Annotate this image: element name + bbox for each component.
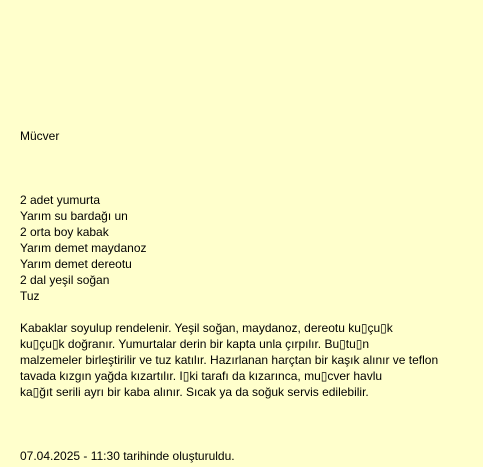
recipe-title: Mücver [20,129,60,143]
ingredient-item: Tuz [20,289,40,303]
ingredient-item: 2 orta boy kabak [20,225,109,239]
instructions-line: malzemeler birleştirilir ve tuz katılır. Hazırlanan harçtan bir kaşık alınır ve teflon [20,353,439,367]
instructions-line: ku▯çu▯k doğranır. Yumurtalar derin bir kapta unla çırpılır. Bu▯tu▯n [20,337,370,351]
instructions-line: ka▯ğıt serili ayrı bir kaba alınır. Sıcak ya da soğuk servis edilebilir. [20,385,369,399]
ingredient-item: Yarım demet maydanoz [20,241,147,255]
created-timestamp: 07.04.2025 - 11:30 tarihinde oluşturuldu. [20,449,235,463]
ingredients-list [20,192,147,304]
ingredient-item: Yarım demet dereotu [20,257,132,271]
instructions-line: tavada kızgın yağda kızartılır. I▯ki tarafı da kızarınca, mu▯cver havlu [20,369,383,383]
instructions-paragraph [20,320,438,400]
ingredient-item: Yarım su bardağı un [20,209,128,223]
ingredient-item: 2 adet yumurta [20,193,101,207]
instructions-line: Kabaklar soyulup rendelenir. Yeşil soğan, maydanoz, dereotu ku▯çu▯k [20,321,393,335]
ingredient-item: 2 dal yeşil soğan [20,273,110,287]
